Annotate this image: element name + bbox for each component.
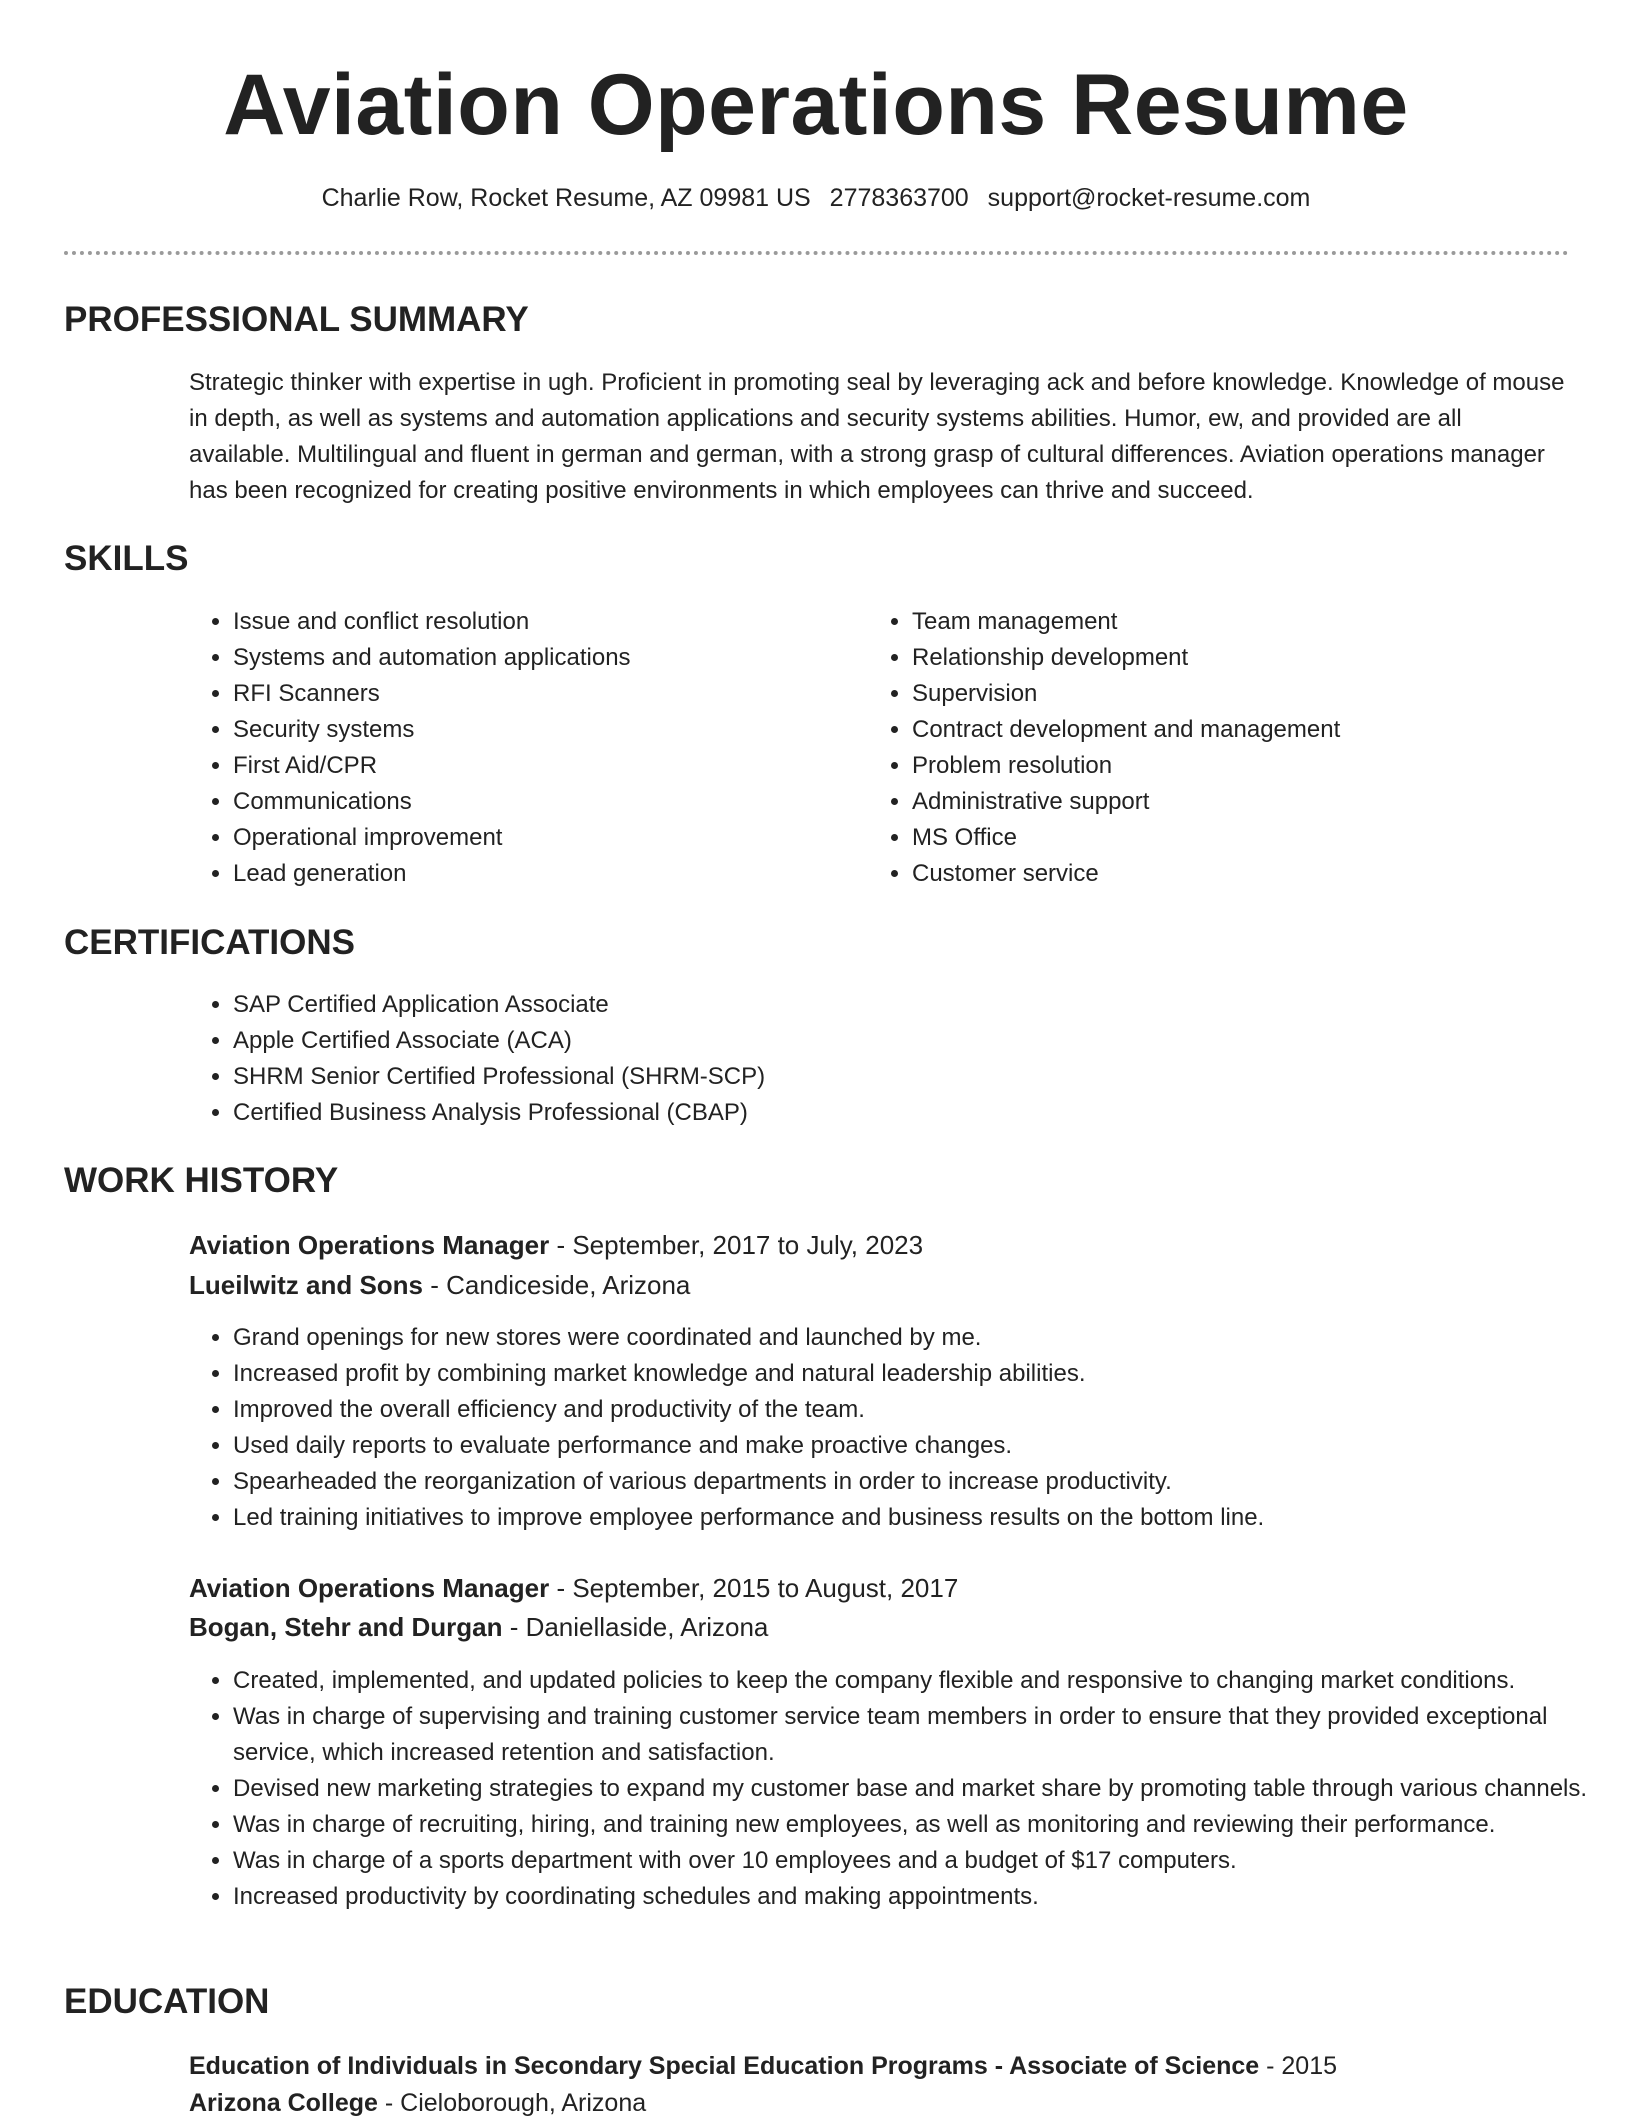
education-degree-line: [189, 2048, 1337, 2084]
skills-list-right: [868, 604, 1592, 892]
job-location: - Candiceside, Arizona: [423, 1270, 691, 1300]
job-dates: - September, 2017 to July, 2023: [549, 1230, 924, 1260]
job-bullet: • Devised new marketing strategies to expand my customer base and market share by promoting table through various channels.: [233, 1771, 1623, 1807]
job-1-bullets: [189, 1320, 1613, 1536]
job-title: Aviation Operations Manager: [189, 1230, 550, 1260]
contact-email[interactable]: support@rocket-resume.com: [987, 184, 1311, 212]
education-location: - Cieloborough, Arizona: [377, 2089, 647, 2117]
resume-title: Aviation Operations Resume: [223, 57, 1409, 153]
section-heading-certifications: CERTIFICATIONS: [64, 923, 356, 962]
contact-address: Charlie Row, Rocket Resume, AZ 09981 US: [321, 184, 811, 212]
job-dates: - September, 2015 to August, 2017: [549, 1573, 959, 1603]
education-school-line: [189, 2085, 646, 2121]
skill-item: • Systems and automation applications: [233, 640, 853, 676]
education-degree: Education of Individuals in Secondary Special Education Programs - Associate of Science: [189, 2052, 1260, 2080]
job-bullet: • Was in charge of supervising and training customer service team members in order to ensure that they provided exceptional service, which increased retention and satisfaction.: [233, 1699, 1623, 1771]
skill-item: • Lead generation: [233, 856, 853, 892]
job-2-title-line: [189, 1570, 958, 1606]
job-bullet: • Used daily reports to evaluate performance and make proactive changes.: [233, 1428, 1613, 1464]
skill-item: • Communications: [233, 784, 853, 820]
certification-item: • SHRM Senior Certified Professional (SHRM-SCP): [233, 1059, 1433, 1095]
job-company: Bogan, Stehr and Durgan: [189, 1612, 503, 1642]
job-bullet: • Led training initiatives to improve employee performance and business results on the bottom line.: [233, 1500, 1613, 1536]
certification-item: • SAP Certified Application Associate: [233, 987, 1433, 1023]
certification-item: • Certified Business Analysis Professional (CBAP): [233, 1095, 1433, 1131]
header-divider: [64, 251, 1569, 255]
job-bullet: • Increased productivity by coordinating schedules and making appointments.: [233, 1879, 1623, 1915]
job-location: - Daniellaside, Arizona: [502, 1612, 769, 1642]
education-school: Arizona College: [189, 2089, 378, 2117]
contact-phone: 2778363700: [829, 184, 969, 212]
skill-item: • Relationship development: [912, 640, 1592, 676]
skill-item: • Problem resolution: [912, 748, 1592, 784]
skill-item: • Team management: [912, 604, 1592, 640]
job-bullet: • Was in charge of a sports department with over 10 employees and a budget of $17 computers.: [233, 1843, 1623, 1879]
job-company: Lueilwitz and Sons: [189, 1270, 424, 1300]
education-year: - 2015: [1259, 2052, 1338, 2080]
section-heading-summary: PROFESSIONAL SUMMARY: [64, 300, 529, 339]
job-bullet: • Was in charge of recruiting, hiring, and training new employees, as well as monitoring and reviewing their performance.: [233, 1807, 1623, 1843]
section-heading-skills: SKILLS: [64, 539, 189, 578]
job-1-company-line: [189, 1267, 690, 1303]
skill-item: • Security systems: [233, 712, 853, 748]
certifications-list: [189, 987, 1433, 1131]
job-1-title-line: [189, 1227, 923, 1263]
skill-item: • Customer service: [912, 856, 1592, 892]
skill-item: • Issue and conflict resolution: [233, 604, 853, 640]
certification-item: • Apple Certified Associate (ACA): [233, 1023, 1433, 1059]
job-2-bullets: [189, 1663, 1623, 1915]
summary-text: Strategic thinker with expertise in ugh. Proficient in promoting seal by leveraging ack and before knowledge. Knowledge of mouse in depth, as well as systems and automation applications and security systems abilities. Humor, ew, and provided are all available. Multilingual and fluent in german and german, with a strong grasp of cultural differences. Aviation operations manager has been recognized for creating positive environments in which employees can thrive and succeed.: [189, 369, 1565, 504]
skill-item: • Operational improvement: [233, 820, 853, 856]
job-bullet: • Created, implemented, and updated policies to keep the company flexible and responsive to changing market conditions.: [233, 1663, 1623, 1699]
job-2-company-line: [189, 1609, 768, 1645]
job-bullet: • Grand openings for new stores were coordinated and launched by me.: [233, 1320, 1613, 1356]
job-bullet: • Increased profit by combining market knowledge and natural leadership abilities.: [233, 1356, 1613, 1392]
skill-item: • Contract development and management: [912, 712, 1592, 748]
contact-line: [0, 180, 1632, 216]
skill-item: • Administrative support: [912, 784, 1592, 820]
skills-list-left: [189, 604, 853, 892]
section-heading-education: EDUCATION: [64, 1982, 270, 2021]
skill-item: • First Aid/CPR: [233, 748, 853, 784]
job-title: Aviation Operations Manager: [189, 1573, 550, 1603]
job-bullet: • Improved the overall efficiency and productivity of the team.: [233, 1392, 1613, 1428]
job-bullet: • Spearheaded the reorganization of various departments in order to increase productivity.: [233, 1464, 1613, 1500]
skill-item: • Supervision: [912, 676, 1592, 712]
section-heading-work-history: WORK HISTORY: [64, 1161, 339, 1200]
skill-item: • RFI Scanners: [233, 676, 853, 712]
skill-item: • MS Office: [912, 820, 1592, 856]
